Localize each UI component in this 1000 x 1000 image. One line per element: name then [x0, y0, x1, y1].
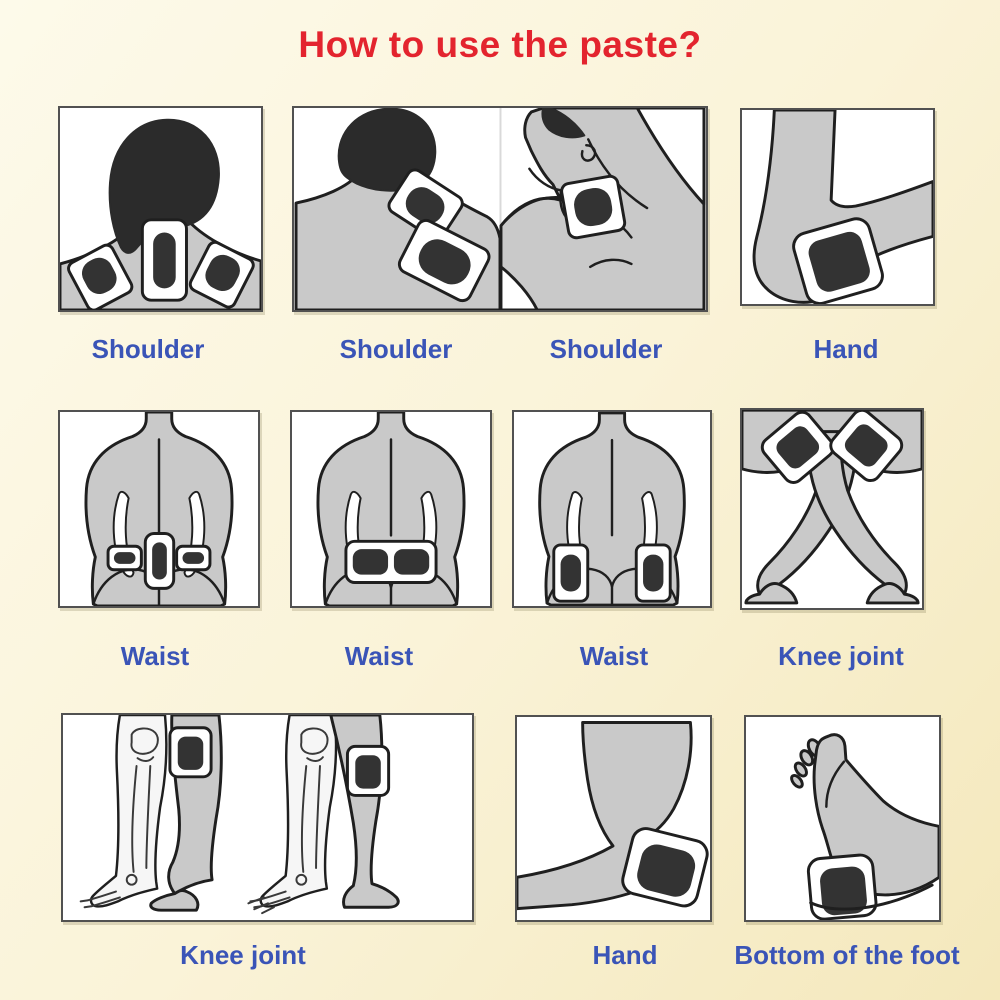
panel-shoulder-back	[58, 106, 263, 312]
label-shoulder-1: Shoulder	[91, 334, 205, 364]
panel-foot-heel	[744, 715, 941, 922]
skeleton-leg	[81, 715, 167, 907]
patch	[347, 746, 388, 795]
panel-knee-crossed-legs	[740, 408, 924, 610]
patch	[560, 175, 626, 239]
label-hand-1: Hand	[813, 334, 879, 364]
panel-waist-three-patches	[58, 410, 260, 608]
neck-and-shoulders-back-illustration	[60, 108, 261, 310]
patch	[554, 545, 588, 601]
label-waist-2: Waist	[344, 641, 414, 671]
patch	[170, 728, 211, 777]
crossed-legs-knee-patches-illustration	[742, 410, 922, 608]
label-hand-2: Hand	[592, 940, 658, 970]
label-shoulder-2: Shoulder	[339, 334, 453, 364]
lower-back-center-pair-patch-illustration	[292, 412, 490, 606]
skeleton-leg	[248, 715, 336, 913]
label-shoulder-3: Shoulder	[549, 334, 663, 364]
page-title: How to use the paste?	[298, 24, 702, 65]
lower-back-side-patches-illustration	[514, 412, 710, 606]
patch	[142, 220, 186, 300]
patch	[620, 826, 710, 909]
panel-shoulder-two-views	[292, 106, 708, 312]
panel-waist-side-patches	[512, 410, 712, 608]
leg	[331, 715, 398, 907]
elbow-large-patch-illustration	[517, 717, 710, 920]
lower-back-three-patches-illustration	[60, 412, 258, 606]
foot	[746, 584, 797, 603]
foot	[867, 584, 918, 603]
panel-waist-center-pair	[290, 410, 492, 608]
patch	[346, 541, 436, 582]
patch	[108, 546, 141, 570]
label-waist-1: Waist	[120, 641, 190, 671]
label-knee-joint-2: Knee joint	[180, 940, 306, 970]
panel-elbow-large-patch	[515, 715, 712, 922]
label-bottom-of-foot: Bottom of the foot	[734, 940, 960, 970]
elbow-bent-arm-illustration	[742, 110, 933, 304]
label-knee-joint-1: Knee joint	[778, 641, 904, 671]
patch	[145, 533, 173, 588]
shoulder-back-and-profile-illustration	[294, 108, 706, 310]
label-waist-3: Waist	[579, 641, 649, 671]
patch	[177, 546, 210, 570]
legs-xray-below-knee-patches-illustration	[63, 715, 472, 920]
panel-knee-legs-xray	[61, 713, 474, 922]
panel-elbow-arm	[740, 108, 935, 306]
patch	[636, 545, 670, 601]
foot-heel-patch-illustration	[746, 717, 939, 920]
